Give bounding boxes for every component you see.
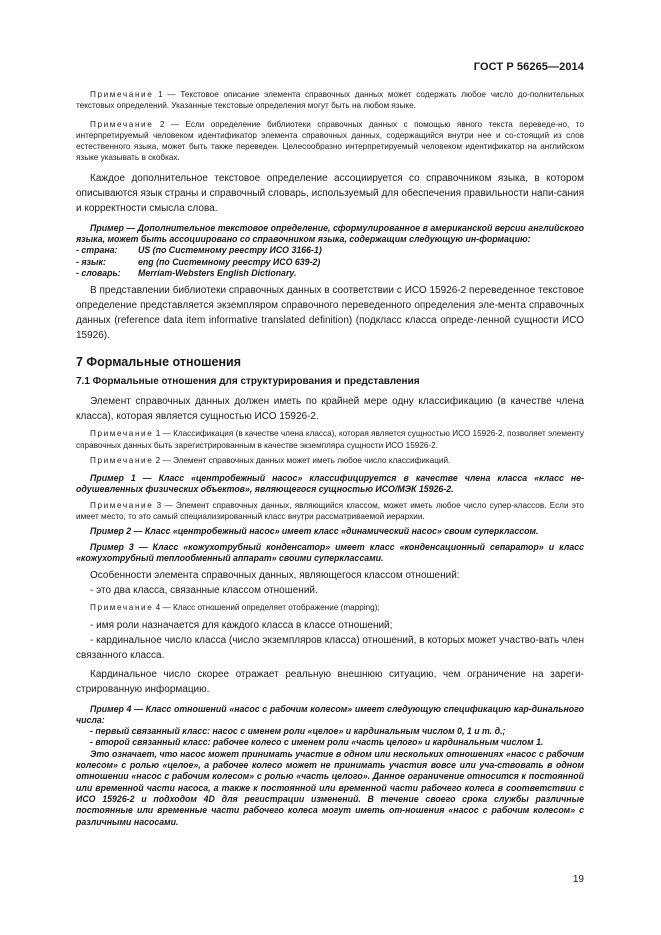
note-label: Примечание [90,429,154,439]
note-2 [76,119,584,164]
item-key: - страна: [76,245,118,256]
list-item: - имя роли назначается для каждого класса в классе отношений; [90,619,393,631]
page-content [76,89,584,828]
example-4: Пример 4 — Класс отношений «насос с рабочим колесом» имеет следующую спецификацию кар-динального числа: [76,703,584,725]
note-label: Примечание [90,500,154,510]
item-key: - словарь: [76,267,121,278]
item-value: Merriam-Websters English Dictionary. [138,267,297,278]
example-list-item [76,245,584,256]
example-4-item: - первый связанный класс: насос с именем роли «целое» и кардинальным числом 0, 1 и т. д.; [90,726,506,737]
paragraph-classification: Элемент справочных данных должен иметь по крайней мере одну классификацию (в качестве члена класса), которая является сущностью ИСО 15926-2. [76,396,584,423]
note-label: Примечание [90,119,154,129]
example-list-item [76,268,584,279]
list-item: - это два класса, связанные классом отношений. [90,585,318,597]
section-heading: 7 Формальные отношения [76,355,242,370]
example-4-explanation: Это означает, что насос может принимать участие в одном или нескольких отношениях «насос с рабочим колесом» с ролью «целое», а рабочее колесо может не принимать участия вовсе или уча-ствовать в одном отношении «насос с рабочим колесом» с ролью «часть целого». Данное ограничение относится к постоянной или временной части насоса, а также к постоянной или временной части рабочего колеса в соответствии с ИСО 15926-2 и подходом 4D для регистрации изменений. В течение своего срока службы различные постоянные или временные части рабочего колеса могут иметь от-ношения «насос с рабочим колесом» с различными насосами. [76,748,584,827]
item-value: eng (по Системному реестру ИСО 639-2) [138,256,321,267]
paragraph-iso-representation: В представлении библиотеки справочных данных в соответствии с ИСО 15926-2 переведенное текстовое определение представляется экземпляром справочного переведенного определения эле-мента справочных данных (reference data item informative translated definition) (подкласс класса опреде-ленной сущности ИСО 15926). [76,285,584,342]
standard-number: ГОСТ Р 56265—2014 [473,61,584,73]
page-number: 19 [572,874,584,885]
note-1 [76,428,584,451]
item-value: US (по Системному реестру ИСО 3166-1) [138,245,322,256]
note-text: 2 — Если определение библиотеки справочных данных с помощью явного текста переведе-но, то интерпретируемый человеком идентификатор элемента справочных данных, содержащийся внутри нее и со-стоящий из слов естественного языка, может быть также переведен. Целесообразно интерпретируемый человеком идентификатор на английском языке указывать в скобках. [76,119,584,163]
paragraph-language-reference: Каждое дополнительное текстовое определение ассоциируется со справочником языка, в котором описываются язык страны и справочный словарь, используемый для обеспечения правильности напи-сания и корректности смысла слова. [76,172,584,214]
example-3: Пример 3 — Класс «кожухотрубный конденсатор» имеет класс «конденсационный сепаратор» и класс «кожухотрубный теплообменный аппарат» своими суперклассами. [76,541,584,563]
example-text: Пример — Дополнительное текстовое определение, сформулированное в американской версии английского языка, может быть ассоциировано со справочником языка, содержащим следующую ин-формацию: [76,222,584,245]
note-text: 3 — Элемент справочных данных, являющийся классом, может иметь любое число супер-классов. Если это имеет место, то это самый специализированный класс внутри рассматриваемой иерархии. [76,500,584,522]
note-3 [76,500,584,523]
example-2: Пример 2 — Класс «центробежный насос» имеет класс «динамический насос» своим суперклассом. [90,526,539,537]
note-4 [76,602,584,613]
example-1: Пример 1 — Класс «центробежный насос» классифицируется в качестве члена класса «класс не-одушевленных физических объектов», являющегося сущностью ИСО/МЭК 15926-2. [76,473,584,495]
paragraph-relationship-features: Особенности элемента справочных данных, являющегося классом отношений: [90,570,460,582]
note-text: 1 — Текстовое описание элемента справочных данных может содержать любое число до-полнительных текстовых определений. Указанные текстовые определения могут быть на любом языке. [76,90,584,111]
note-text: 2 — Элемент справочных данных может иметь любое число классификаций. [153,455,451,465]
note-label: Примечание [90,455,154,465]
note-2 [76,455,584,466]
note-label: Примечание [90,90,154,99]
note-text: 4 — Класс отношений определяет отображение (mapping); [153,603,380,613]
paragraph-cardinality: Кардинальное число скорее отражает реальную внешнюю ситуацию, чем ограничение на зареги-стрированную информацию. [76,668,584,695]
note-label: Примечание [90,603,154,613]
subsection-heading: 7.1 Формальные отношения для структурирования и представления [76,376,420,388]
note-text: 1 — Классификация (в качестве члена класса), которая является сущностью ИСО 15926-2, позволяет элементу справочных данных быть зарегистрированным в качестве экземпляра сущности ИСО 15926-2. [76,429,584,450]
example-4-item: - второй связанный класс: рабочее колесо с именем роли «часть целого» и кардинальным числом 1. [90,737,544,748]
item-key: - язык: [76,256,106,267]
list-item: - кардинальное число класса (число экземпляров класса) отношений, в которых может участво-вать член связанного класса. [76,634,584,661]
example-list-item [76,257,584,268]
note-1 [76,89,584,112]
